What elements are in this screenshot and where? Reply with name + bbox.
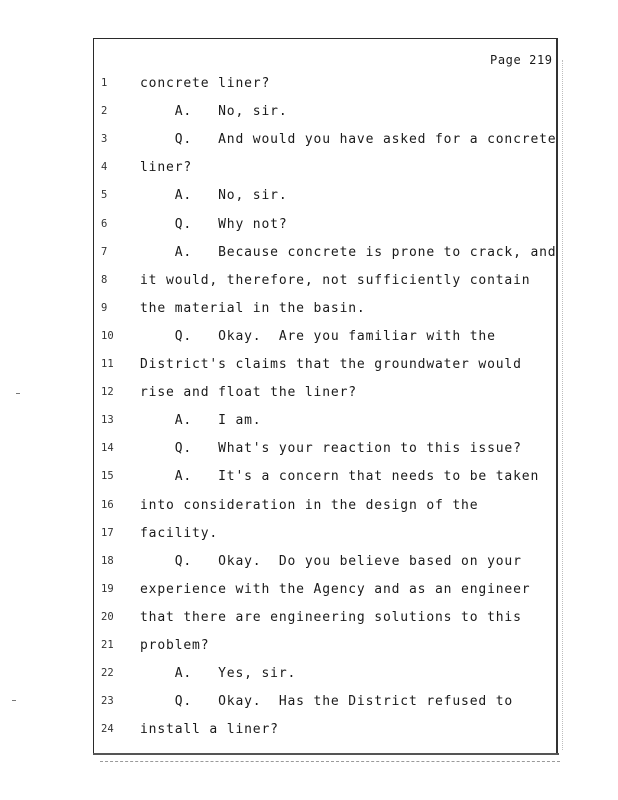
line-number: 21 bbox=[101, 639, 114, 651]
line-number: 7 bbox=[101, 245, 108, 258]
line-number: 9 bbox=[101, 301, 108, 314]
transcript-line-text: Q. And would you have asked for a concrete bbox=[140, 132, 557, 148]
transcript-line-text: it would, therefore, not sufficiently contain bbox=[140, 272, 531, 288]
transcript-line-text: A. No, sir. bbox=[140, 188, 288, 204]
transcript-line-text: A. Because concrete is prone to crack, and bbox=[140, 244, 557, 260]
line-number: 24 bbox=[101, 723, 114, 736]
scan-edge-dots bbox=[562, 60, 564, 750]
line-number: 5 bbox=[101, 189, 108, 202]
page-number: Page 219 bbox=[490, 53, 553, 67]
line-number: 10 bbox=[101, 329, 114, 342]
transcript-line-text: rise and float the liner? bbox=[140, 385, 357, 401]
line-number: 18 bbox=[101, 554, 114, 567]
line-number: 19 bbox=[101, 582, 114, 595]
transcript-line-text: A. It's a concern that needs to be taken bbox=[140, 469, 540, 485]
transcript-line-text: Q. Okay. Do you believe based on your bbox=[140, 553, 522, 569]
line-number: 12 bbox=[101, 386, 114, 399]
transcript-line-text: A. I am. bbox=[140, 413, 262, 429]
scan-speck bbox=[12, 700, 16, 701]
line-number: 11 bbox=[101, 358, 114, 370]
page-bottom-border bbox=[93, 753, 559, 755]
transcript-line-text: the material in the basin. bbox=[140, 300, 366, 316]
transcript-line-text: Q. Why not? bbox=[140, 216, 288, 232]
line-number: 20 bbox=[101, 610, 114, 623]
transcript-line-text: Q. Okay. Are you familiar with the bbox=[140, 328, 496, 344]
transcript-line-text: facility. bbox=[140, 525, 219, 541]
transcript-line-text: A. No, sir. bbox=[140, 104, 288, 120]
line-number: 3 bbox=[101, 133, 108, 146]
line-number: 1 bbox=[101, 77, 108, 89]
line-number: 4 bbox=[101, 161, 108, 174]
line-number: 17 bbox=[101, 526, 114, 539]
transcript-line-text: concrete liner? bbox=[140, 76, 271, 91]
transcript-line-text: Q. Okay. Has the District refused to bbox=[140, 694, 514, 710]
transcript-line-text: A. Yes, sir. bbox=[140, 666, 297, 682]
line-number: 16 bbox=[101, 498, 114, 511]
line-number: 13 bbox=[101, 414, 114, 427]
transcript-line-text: liner? bbox=[140, 160, 193, 176]
scan-artifact-line bbox=[100, 761, 560, 762]
transcript-line-text: that there are engineering solutions to this bbox=[140, 609, 522, 625]
transcript-line-text: problem? bbox=[140, 638, 210, 653]
transcript-line-text: District's claims that the groundwater would bbox=[140, 357, 522, 372]
line-number: 6 bbox=[101, 217, 108, 230]
line-number: 8 bbox=[101, 273, 108, 286]
line-number: 2 bbox=[101, 105, 108, 118]
transcript-line-text: into consideration in the design of the bbox=[140, 497, 479, 513]
line-number: 22 bbox=[101, 667, 114, 680]
transcript-line-text: install a liner? bbox=[140, 722, 279, 738]
scan-speck bbox=[16, 393, 20, 394]
transcript-line-text: Q. What's your reaction to this issue? bbox=[140, 441, 522, 457]
line-number: 23 bbox=[101, 695, 114, 708]
line-number: 15 bbox=[101, 470, 114, 483]
line-number: 14 bbox=[101, 442, 114, 455]
transcript-line-text: experience with the Agency and as an engineer bbox=[140, 581, 531, 597]
